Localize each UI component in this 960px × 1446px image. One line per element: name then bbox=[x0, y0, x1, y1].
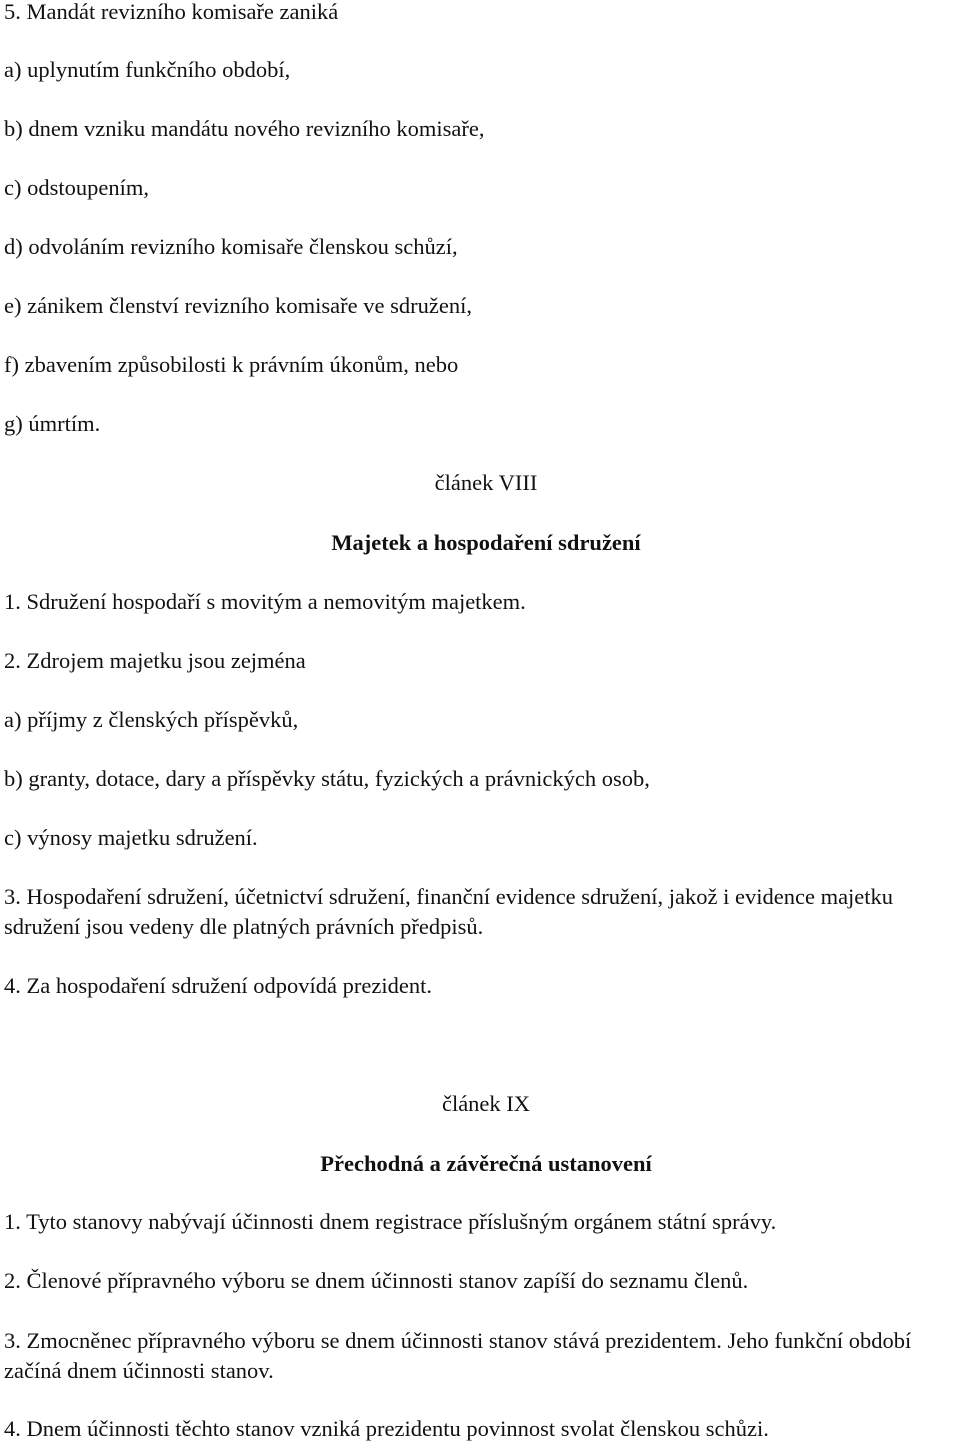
article7-item-a: a) uplynutím funkčního období, bbox=[4, 57, 291, 82]
article9-paragraph-3: 3. Zmocněnec přípravného výboru se dnem účinnosti stanov stává prezidentem. Jeho funkční období začíná dnem účinnosti stanov. bbox=[4, 1328, 912, 1383]
article8-paragraph-2-item-c: c) výnosy majetku sdružení. bbox=[4, 825, 258, 850]
article7-item-c: c) odstoupením, bbox=[4, 175, 149, 200]
article9-paragraph-1: 1. Tyto stanovy nabývají účinnosti dnem registrace příslušným orgánem státní správy. bbox=[4, 1209, 777, 1234]
article8-paragraph-2-item-a: a) příjmy z členských příspěvků, bbox=[4, 707, 299, 732]
article9-title: Přechodná a závěrečná ustanovení bbox=[320, 1151, 652, 1176]
article7-item-b: b) dnem vzniku mandátu nového revizního komisaře, bbox=[4, 116, 485, 141]
article8-paragraph-4: 4. Za hospodaření sdružení odpovídá prezident. bbox=[4, 973, 432, 998]
article7-item-g: g) úmrtím. bbox=[4, 411, 101, 436]
article8-paragraph-1: 1. Sdružení hospodaří s movitým a nemovitým majetkem. bbox=[4, 589, 526, 614]
article9-paragraph-4: 4. Dnem účinnosti těchto stanov vzniká prezidentu povinnost svolat členskou schůzi. bbox=[4, 1416, 769, 1441]
article9-number: článek IX bbox=[441, 1091, 531, 1116]
article7-item-e: e) zánikem členství revizního komisaře ve sdružení, bbox=[4, 293, 472, 318]
article7-item5-heading: 5. Mandát revizního komisaře zaniká bbox=[4, 0, 339, 24]
article8-paragraph-3: 3. Hospodaření sdružení, účetnictví sdružení, finanční evidence sdružení, jakož i evidence majetku sdružení jsou vedeny dle platných právních předpisů. bbox=[4, 884, 894, 939]
article8-paragraph-2-item-b: b) granty, dotace, dary a příspěvky státu, fyzických a právnických osob, bbox=[4, 766, 650, 791]
article9-paragraph-2: 2. Členové přípravného výboru se dnem účinnosti stanov zapíší do seznamu členů. bbox=[4, 1268, 749, 1293]
article8-paragraph-2: 2. Zdrojem majetku jsou zejména bbox=[4, 648, 306, 673]
article7-item-d: d) odvoláním revizního komisaře členskou schůzí, bbox=[4, 234, 458, 259]
article8-title: Majetek a hospodaření sdružení bbox=[331, 530, 641, 555]
article7-item-f: f) zbavením způsobilosti k právním úkonům, nebo bbox=[4, 352, 459, 377]
article8-number: článek VIII bbox=[434, 470, 538, 495]
